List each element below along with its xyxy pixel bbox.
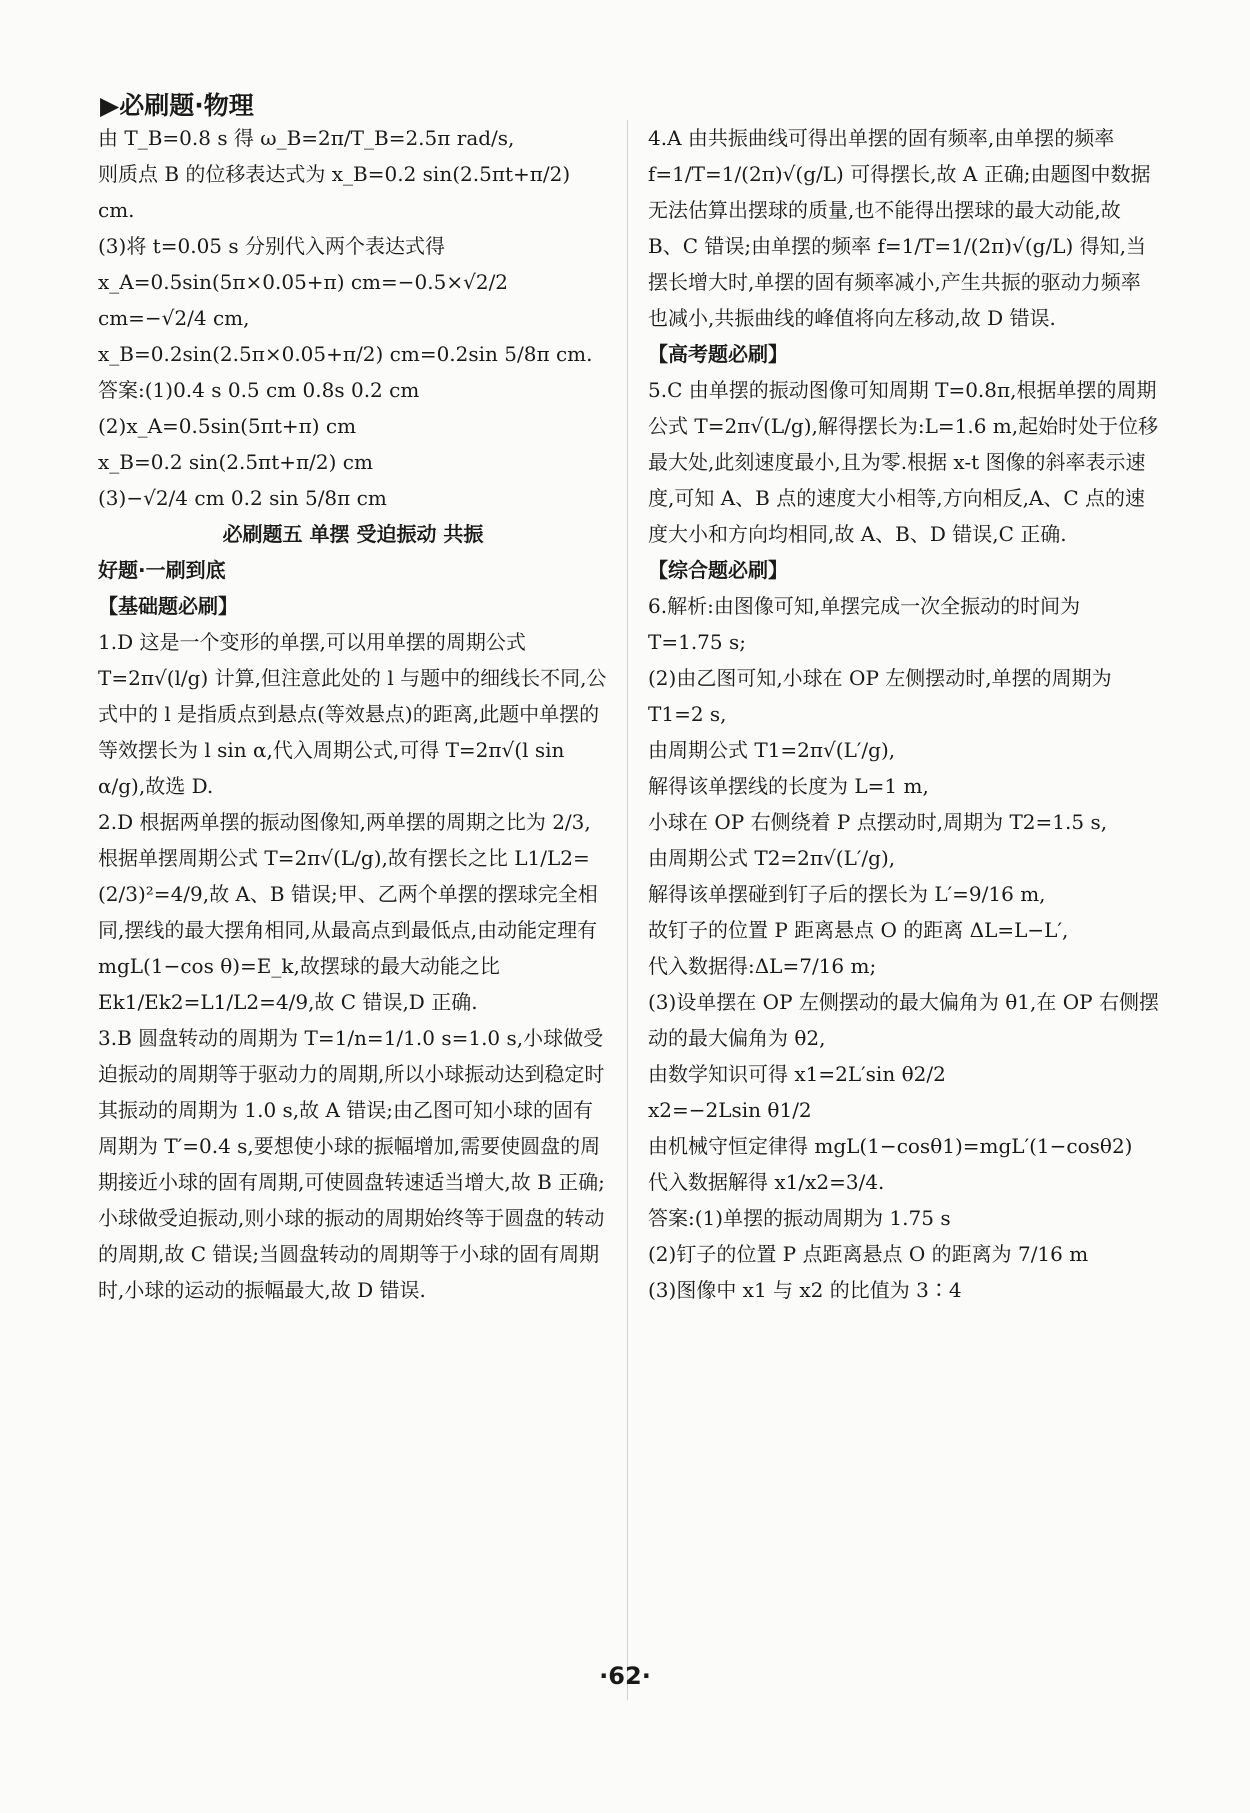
text-line: 由机械守恒定律得 mgL(1−cosθ1)=mgL′(1−cosθ2): [648, 1134, 1133, 1158]
text-line: (3)−√2/4 cm 0.2 sin 5/8π cm: [98, 486, 387, 510]
subsection-heading: 【基础题必刷】: [98, 594, 238, 618]
text-line: 由 T_B=0.8 s 得 ω_B=2π/T_B=2.5π rad/s,: [98, 126, 515, 150]
answer-line: 答案:(1)0.4 s 0.5 cm 0.8s 0.2 cm: [98, 378, 420, 402]
subsection-heading: 【高考题必刷】: [648, 342, 788, 366]
text-line: 由数学知识可得 x1=2L′sin θ2/2: [648, 1062, 946, 1086]
text-line: 代入数据解得 x1/x2=3/4.: [648, 1170, 885, 1194]
text-line: 解得该单摆碰到钉子后的摆长为 L′=9/16 m,: [648, 882, 1046, 906]
question-5: 5.C 由单摆的振动图像可知周期 T=0.8π,根据单摆的周期公式 T=2π√(L/g),解得摆长为:L=1.6 m,起始时处于位移最大处,此刻速度最小,且为零.根据 x-t 图像的斜率表示速度,可知 A、B 点的速度大小相等,方向相反,A、C 点的速度大小和方向均相同,故 A、B、D 错误,C 正确.: [648, 378, 1159, 546]
text-line: x_A=0.5sin(5π×0.05+π) cm=−0.5×√2/2 cm=−√2/4 cm,: [98, 270, 509, 330]
answer-line: 答案:(1)单摆的振动周期为 1.75 s: [648, 1206, 951, 1230]
question-3: 3.B 圆盘转动的周期为 T=1/n=1/1.0 s=1.0 s,小球做受迫振动的周期等于驱动力的周期,所以小球振动达到稳定时其振动的周期为 1.0 s,故 A 错误;由乙图可知小球的固有周期为 T′=0.4 s,要想使小球的振幅增加,需要使圆盘的周期接近小球的固有周期,可使圆盘转速适当增大,故 B 正确;小球做受迫振动,则小球的振动的周期始终等于圆盘的转动的周期,故 C 错误;当圆盘转动的周期等于小球的固有周期时,小球的运动的振幅最大,故 D 错误.: [98, 1026, 605, 1302]
text-line: x_B=0.2sin(2.5π×0.05+π/2) cm=0.2sin 5/8π cm.: [98, 342, 593, 366]
text-line: x_B=0.2 sin(2.5πt+π/2) cm: [98, 450, 373, 474]
text-line: 由周期公式 T1=2π√(L′/g),: [648, 738, 896, 762]
text-line: 解得该单摆线的长度为 L=1 m,: [648, 774, 929, 798]
section-title: 必刷题五 单摆 受迫振动 共振: [222, 522, 484, 546]
question-4: 4.A 由共振曲线可得出单摆的固有频率,由单摆的频率 f=1/T=1/(2π)√(g/L) 可得摆长,故 A 正确;由题图中数据无法估算出摆球的质量,也不能得出摆球的最大动能,故 B、C 错误;由单摆的频率 f=1/T=1/(2π)√(g/L) 得知,当摆长增大时,单摆的固有频率减小,产生共振的驱动力频率也减小,共振曲线的峰值将向左移动,故 D 错误.: [648, 126, 1151, 330]
text-line: 6.解析:由图像可知,单摆完成一次全振动的时间为 T=1.75 s;: [648, 594, 1081, 654]
question-2: 2.D 根据两单摆的振动图像知,两单摆的周期之比为 2/3,根据单摆周期公式 T=2π√(L/g),故有摆长之比 L1/L2=(2/3)²=4/9,故 A、B 错误;甲、乙两个单摆的摆球完全相同,摆线的最大摆角相同,从最高点到最低点,由动能定理有 mgL(1−cos θ)=E_k,故摆球的最大动能之比 Ek1/Ek2=L1/L2=4/9,故 C 错误,D 正确.: [98, 810, 598, 1014]
text-line: (3)将 t=0.05 s 分别代入两个表达式得: [98, 234, 445, 258]
text-line: (2)x_A=0.5sin(5πt+π) cm: [98, 414, 357, 438]
right-column: [648, 120, 1160, 1308]
text-line: 则质点 B 的位移表达式为 x_B=0.2 sin(2.5πt+π/2) cm.: [98, 162, 571, 222]
left-column: [98, 120, 608, 1308]
subsection-heading: 【综合题必刷】: [648, 558, 788, 582]
column-divider: [627, 120, 628, 1700]
text-line: (3)设单摆在 OP 左侧摆动的最大偏角为 θ1,在 OP 右侧摆动的最大偏角为 θ2,: [648, 990, 1159, 1050]
text-line: 代入数据得:ΔL=7/16 m;: [648, 954, 877, 978]
text-line: (2)钉子的位置 P 点距离悬点 O 的距离为 7/16 m: [648, 1242, 1089, 1266]
text-line: 故钉子的位置 P 距离悬点 O 的距离 ΔL=L−L′,: [648, 918, 1069, 942]
text-line: 由周期公式 T2=2π√(L′/g),: [648, 846, 896, 870]
text-line: (3)图像中 x1 与 x2 的比值为 3∶4: [648, 1278, 962, 1302]
text-line: 小球在 OP 右侧绕着 P 点摆动时,周期为 T2=1.5 s,: [648, 810, 1108, 834]
question-1: 1.D 这是一个变形的单摆,可以用单摆的周期公式 T=2π√(l/g) 计算,但注意此处的 l 与题中的细线长不同,公式中的 l 是指质点到悬点(等效悬点)的距离,此题中单摆的等效摆长为 l sin α,代入周期公式,可得 T=2π√(l sin α/g),故选 D.: [98, 630, 607, 798]
text-line: (2)由乙图可知,小球在 OP 左侧摆动时,单摆的周期为 T1=2 s,: [648, 666, 1112, 726]
subsection-title: 好题·一刷到底: [98, 558, 226, 582]
text-line: x2=−2Lsin θ1/2: [648, 1098, 812, 1122]
page-number: ·62·: [599, 1662, 651, 1690]
page-header: ▶必刷题·物理: [100, 91, 254, 120]
